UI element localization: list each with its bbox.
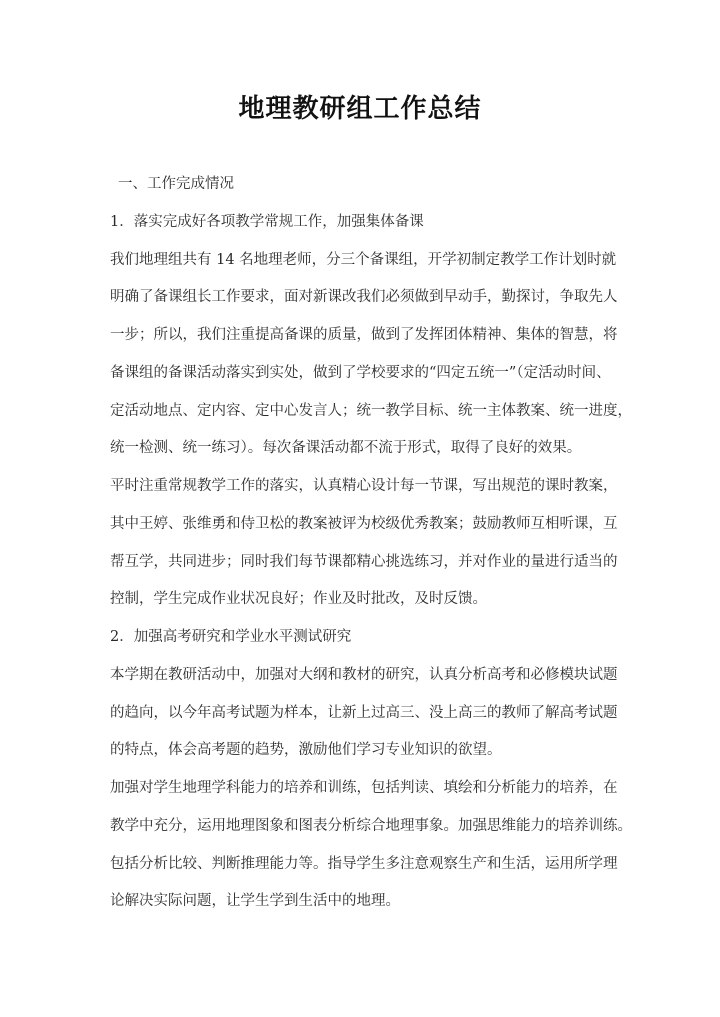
text-line: 定活动地点、定内容、定中心发言人；统一教学目标、统一主体教案、统一进度， bbox=[110, 402, 632, 419]
text-line: 论解决实际问题，让学生学到生活中的地理。 bbox=[110, 893, 400, 910]
subsection-heading: 1．落实完成好各项教学常规工作，加强集体备课 bbox=[110, 213, 424, 230]
text-line: 包括分析比较、判断推理能力等。指导学生多注意观察生产和生活，运用所学理 bbox=[110, 855, 618, 872]
paragraph bbox=[110, 774, 650, 925]
text-line: 我们地理组共有 14 名地理老师，分三个备课组，开学初制定教学工作计划时就 bbox=[110, 251, 617, 268]
text-line: 其中王婷、张维勇和侍卫松的教案被评为校级优秀教案；鼓励教师互相听课，互 bbox=[110, 515, 618, 532]
document-title: 地理教研组工作总结 bbox=[238, 94, 482, 124]
text-line: 一步；所以，我们注重提高备课的质量，做到了发挥团体精神、集体的智慧，将 bbox=[110, 327, 618, 343]
text-line: 控制，学生完成作业状况良好；作业及时批改，及时反馈。 bbox=[110, 591, 487, 608]
subsection-heading: 2．加强高考研究和学业水平测试研究 bbox=[110, 629, 352, 645]
text-line: 明确了备课组长工作要求，面对新课改我们必须做到早动手，勤探讨，争取先人 bbox=[110, 289, 618, 306]
text-line: 帮互学，共同进步；同时我们每节课都精心挑选练习，并对作业的量进行适当的 bbox=[110, 553, 618, 570]
text-line: 统一检测、统一练习）。每次备课活动都不流于形式，取得了良好的效果。 bbox=[110, 440, 582, 457]
text-line: 加强对学生地理学科能力的培养和训练，包括判读、填绘和分析能力的培养，在 bbox=[110, 780, 618, 796]
text-line: 本学期在教研活动中，加强对大纲和教材的研究，认真分析高考和必修模块试题 bbox=[110, 666, 618, 683]
text-line: 平时注重常规教学工作的落实，认真精心设计每一节课，写出规范的课时教案， bbox=[110, 478, 618, 494]
paragraph bbox=[110, 246, 650, 473]
text-line: 的趋向，以今年高考试题为样本，让新上过高三、没上高三的教师了解高考试题 bbox=[110, 704, 618, 721]
paragraph bbox=[110, 472, 650, 623]
text-line: 教学中充分，运用地理图象和图表分析综合地理事象。加强思维能力的培养训练。 bbox=[110, 817, 632, 834]
paragraph bbox=[110, 661, 650, 774]
document-body bbox=[110, 170, 650, 925]
text-line: 备课组的备课活动落实到实处，做到了学校要求的“四定五统一”（定活动时间、 bbox=[110, 364, 611, 381]
section-heading: 一、工作完成情况 bbox=[118, 176, 234, 192]
text-line: 的特点，体会高考题的趋势，激励他们学习专业知识的欲望。 bbox=[110, 742, 502, 759]
